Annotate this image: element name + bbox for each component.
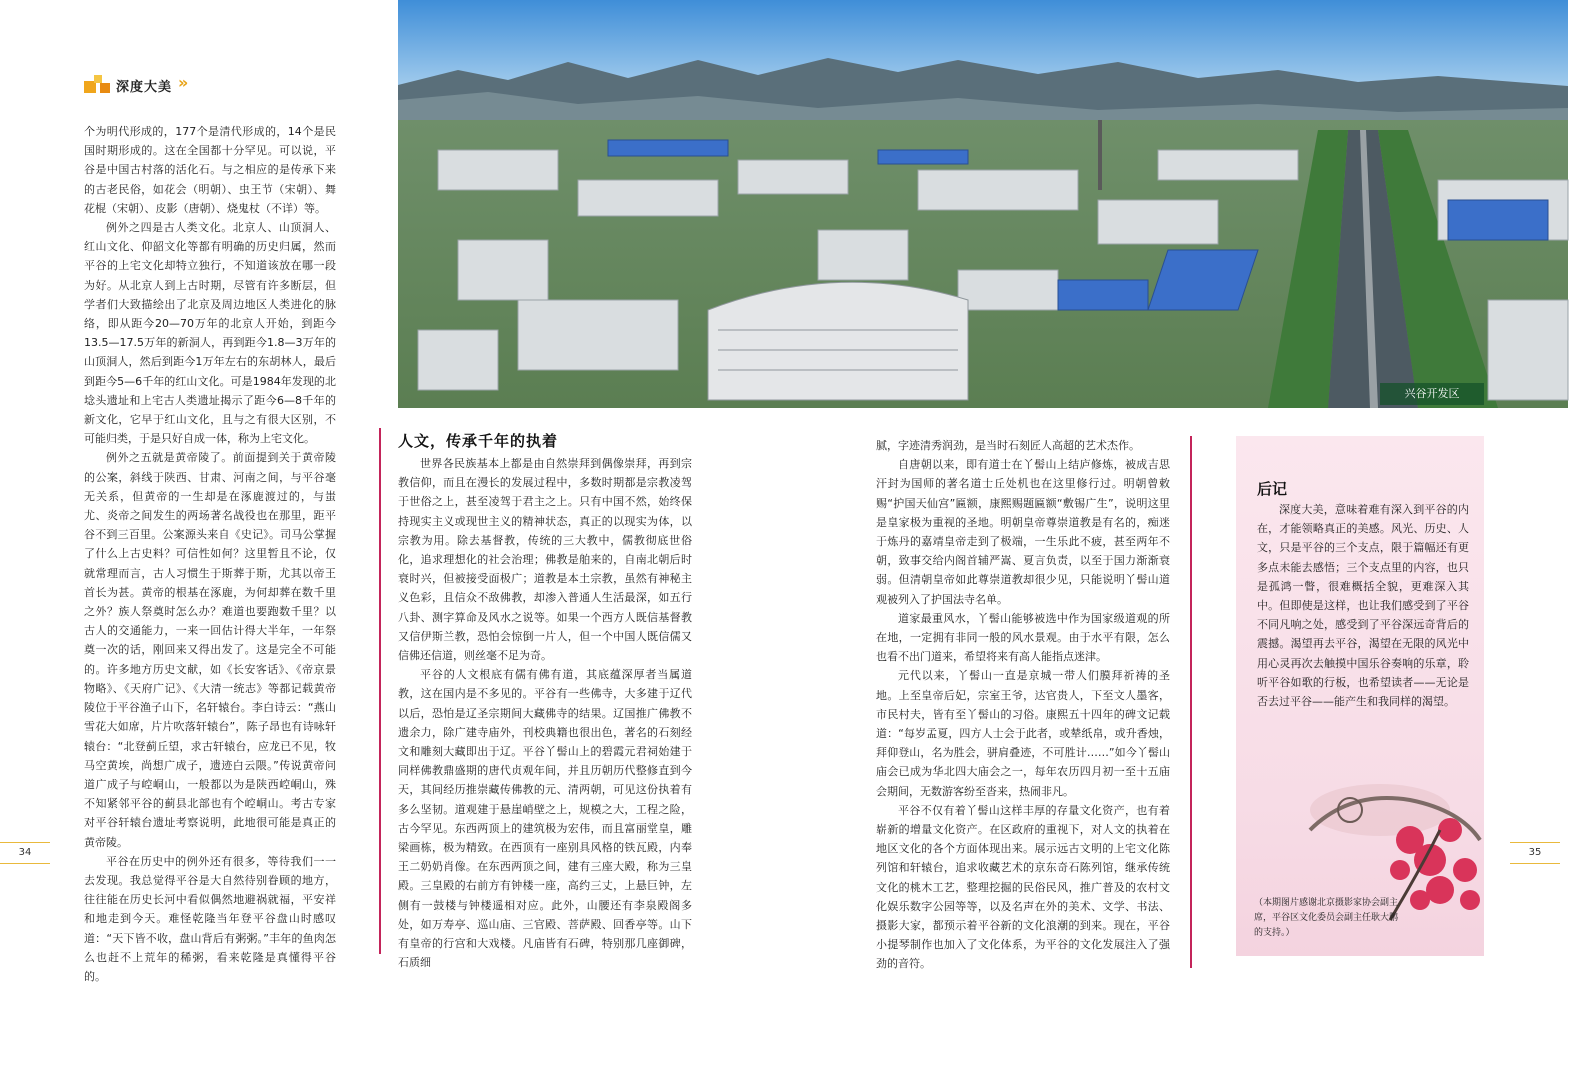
- photo-caption: 兴谷开发区: [1380, 383, 1484, 405]
- page-number-right: 35: [1510, 842, 1560, 864]
- paragraph: 例外之五就是黄帝陵了。前面提到关于黄帝陵的公案，斜线于陕西、甘肃、河南之间，与平谷毫无关系，但黄帝的一生却是在涿鹿渡过的，与蚩尤、炎帝之间发生的两场著名战役也在那里，距平谷不到三百里。公案源头来自《史记》。司马公掌握了什么上古史料？可信性如何？这里暂且不论，仅就常理而言，古人习惯生于斯葬于斯，尤其以帝王首长为甚。黄帝的根基在涿鹿，为何却葬在数千里之外？族人祭奠时怎么办？难道也要跑数千里？以古人的交通能力，一来一回估计得大半年，一年祭奠一次的话，刚回来又得出发了。这是完全不可能的。许多地方历史文献，如《长安客话》、《帝京景物略》、《天府广记》、《大清一统志》等都记载黄帝陵位于平谷渔子山下，名轩辕台。李白诗云：“燕山雪花大如席，片片吹落轩辕台”，陈子昂也有诗咏轩辕台：“北登蓟丘望，求古轩辕台，应龙已不见，牧马空黄埃，尚想广成子，遗迹白云隈。”传说黄帝问道广成子与崆峒山，一般都以为是陕西崆峒山，殊不知紧邻平谷的蓟县北部也有个崆峒山。考古专家对平谷轩辕台遗址考察说明，此地很可能是真正的黄帝陵。: [84, 451, 336, 849]
- paragraph: 元代以来，丫髻山一直是京城一带人们膜拜祈祷的圣地。上至皇帝后妃，宗室王爷，达官贵人，下至文人墨客，市民村夫，皆有至丫髻山的习俗。康熙五十四年的碑文记载道：“每岁孟夏，四方人士会于此者，或辇纸帛，或升香烛，拜仰登山，名为胜会，骈肩叠迹，不可胜计……”如今丫髻山庙会已成为华北四大庙会之一，每年农历四月初一至十五庙会期间，无数游客纷至沓来，热闹非凡。: [876, 669, 1170, 798]
- paragraph: 世界各民族基本上都是由自然崇拜到偶像崇拜，再到宗教信仰，而且在漫长的发展过程中，多数时期都是宗教凌驾于世俗之上，甚至凌驾于君主之上。只有中国不然，始终保持现实主义或现世主义的精神状态，真正的以现实为体，以宗教为用。除去基督教，传统的三大教中，儒教彻底世俗化，追求理想化的社会治理；佛教是舶来的，自南北朝后时衰时兴，但被接受面极广；道教是本土宗教，虽然有神秘主义色彩，且信众不敌佛教，却渗入普通人生活最深，如五行八卦、测字算命及风水之说等。如果一个西方人既信基督教又信伊斯兰教，恐怕会惊倒一片人，但一个中国人既信儒又信佛还信道，则丝毫不足为奇。: [398, 457, 692, 663]
- photo-credit: （本期图片感谢北京摄影家协会副主席，平谷区文化委员会副主任耿大鹏的支持。）: [1254, 898, 1399, 938]
- left-column-text: [84, 122, 336, 983]
- section-heading: 人文，传承千年的执着: [398, 432, 559, 450]
- column-divider: [379, 428, 381, 954]
- section-arrow-icon: »: [178, 73, 189, 92]
- paragraph: 个为明代形成的，177个是清代形成的，14个是民国时期形成的。这在全国都十分罕见。可以说，平谷是中国古村落的活化石。与之相应的是传承下来的古老民俗，如花会（明朝）、虫王节（宋朝）、舞花棍（宋朝）、皮影（唐朝）、烧鬼杖（不详）等。: [84, 125, 336, 215]
- paragraph: 平谷的人文根底有儒有佛有道，其底蕴深厚者当属道教，这在国内是不多见的。平谷有一些佛寺，大多建于辽代以后，恐怕是辽圣宗期间大藏佛寺的结果。辽国推广佛教不遗余力，除广建寺庙外，刊校典籍也很出色，著名的石刻经文和雕刻大藏即出于辽。平谷丫髻山上的碧霞元君祠始建于同样佛教鼎盛期的唐代贞观年间，并且历朝历代整修直到今天，其间经历推崇藏传佛教的元、清两朝，可见这份执着有多么坚韧。道观建于悬崖峭壁之上，规模之大，工程之险，古今罕见。东西两顶上的建筑极为宏伟，而且富丽堂皇，雕梁画栋，极为精致。在西顶有一座别具风格的铁瓦殿，内奉王二奶奶肖像。在东西两顶之间，建有三座大殿，称为三皇殿。三皇殿的右前方有钟楼一座，高约三丈，上悬巨钟，左侧有一鼓楼与钟楼遥相对应。此外，山腰还有李泉殿阁多处，如万寿亭、巡山庙、三官殿、菩萨殿、回香亭等。山下有皇帝的行宫和大戏楼。凡庙皆有石碑，特别那几座御碑，石质细: [398, 668, 692, 970]
- paragraph: 腻，字迹清秀润劲，是当时石刻匠人高超的艺术杰作。: [876, 439, 1140, 452]
- right-column-text: [876, 436, 1170, 976]
- paragraph: 例外之四是古人类文化。北京人、山顶洞人、红山文化、仰韶文化等都有明确的历史归属，然而平谷的上宅文化却特立独行，不知道该放在哪一段为好。从北京人到上古时期，尽管有许多断层，但学者们大致描绘出了北京及周边地区人类进化的脉络，即从距今20—70万年的北京人开始，到距今13.5—17.5万年的新洞人，再到距今1.8—3万年的山顶洞人，然后到距今1万年左右的东胡林人，最后到距今5—6千年的红山文化。可是1984年发现的北埝头遗址和上宅古人类遗址揭示了距今6—8千年的新文化，它早于红山文化，且与之有很大区别，不可能归类，于是只好自成一体，称为上宅文化。: [84, 221, 336, 446]
- section-logo-icon: [84, 75, 112, 93]
- paragraph: 平谷不仅有着丫髻山这样丰厚的存量文化资产，也有着崭新的增量文化资产。在区政府的重视下，对人文的执着在地区文化的各个方面体现出来。展示远古文明的上宅文化陈列馆和轩辕台，追求收藏艺术的京东奇石陈列馆，继承传统文化的桃木工艺，整理挖掘的民俗民风，推广普及的农村文化娱乐数字公园等等，以及名声在外的美术、文学、书法、摄影大家，都预示着平谷新的文化浪潮的到来。现在，平谷小提琴制作也加入了文化体系，为平谷的文化发展注入了强劲的音符。: [876, 803, 1170, 971]
- afterword-title: 后记: [1257, 480, 1288, 498]
- column-divider: [1190, 436, 1192, 968]
- paragraph: 道家最重风水，丫髻山能够被选中作为国家级道观的所在地，一定拥有非同一般的风水景观。由于水平有限，怎么也看不出门道来，希望将来有高人能指点迷津。: [876, 611, 1170, 664]
- page-number-left: 34: [0, 842, 50, 864]
- paragraph: 深度大美，意味着难有深入到平谷的内在，才能领略真正的美感。风光、历史、人文，只是平谷的三个支点，限于篇幅还有更多点未能去感悟；三个支点里的内容，也只是孤鸿一瞥，很难概括全貌，更难深入其中。但即使是这样，也让我们感受到了平谷不同凡响之处，感受到了平谷深远奇背后的震撼。渴望再去平谷，渴望在无限的风光中用心灵再次去触摸中国乐谷奏响的乐章，聆听平谷如歌的行板，也希望读者——无论是否去过平谷——能产生和我同样的渴望。: [1257, 503, 1469, 709]
- middle-column-text: [398, 454, 692, 970]
- section-label: 深度大美: [116, 80, 173, 95]
- paragraph: 自唐朝以来，即有道士在丫髻山上结庐修炼，被成吉思汗封为国师的著名道士丘处机也在这里修行过。明朝曾敕赐“护国天仙宫”匾额，康熙赐题匾额“敷锡广生”，说明这里是皇家极为重视的圣地。明朝皇帝尊崇道教是有名的，痴迷于炼丹的嘉靖皇帝走到了极端，一生乐此不疲，甚至两年不朝，致事交给内阁首辅严嵩、夏言负责，以至于国力渐渐衰弱。但清朝皇帝如此尊崇道教却很少见，只能说明丫髻山道观被列入了护国法寺名单。: [876, 458, 1170, 606]
- aerial-city-photo: [398, 0, 1568, 408]
- paragraph: 平谷在历史中的例外还有很多，等待我们一一去发现。我总觉得平谷是大自然待别眷顾的地方，往往能在历史长河中看似偶然地避祸就福，平安祥和地走到今天。难怪乾隆当年登平谷盘山时感叹道：“天下皆不收，盘山背后有粥粥。”丰年的鱼肉怎么也赶不上荒年的稀粥，看来乾隆是真懂得平谷的。: [84, 854, 336, 983]
- afterword-text: [1257, 500, 1469, 711]
